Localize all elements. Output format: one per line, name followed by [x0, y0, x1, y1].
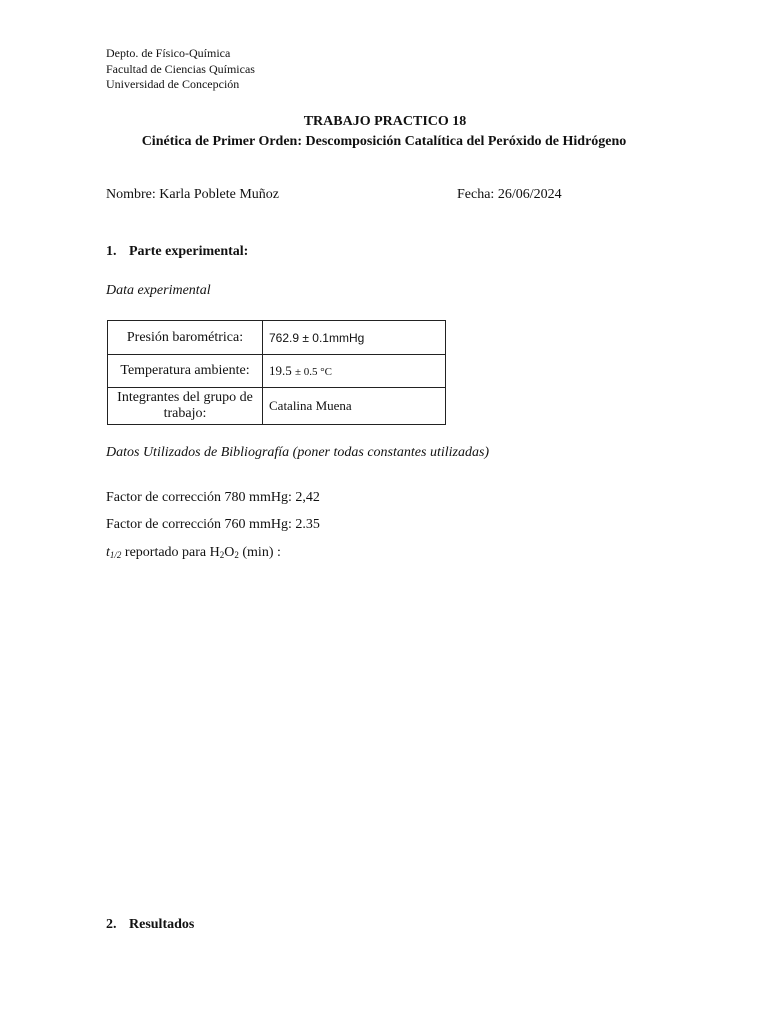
- half-life-text: reportado para H: [121, 545, 220, 560]
- section-heading-experimental: [106, 244, 248, 260]
- h2o2-subscript-h: 2: [219, 550, 225, 560]
- table-cell-label: Integrantes del grupo de trabajo:: [108, 388, 263, 425]
- experimental-data-table: [107, 320, 446, 425]
- header-line-university: Universidad de Concepción: [106, 77, 240, 91]
- data-experimental-subtitle: Data experimental: [106, 283, 211, 298]
- section-number: 2.: [106, 917, 117, 932]
- name-label: Nombre:: [106, 187, 156, 202]
- name-field: [106, 187, 279, 203]
- date-value: 26/06/2024: [497, 187, 562, 202]
- h2o2-subscript-o: 2: [234, 550, 239, 560]
- half-life-unit: (min) :: [238, 545, 281, 560]
- correction-factor-760: Factor de corrección 760 mmHg: 2.35: [106, 517, 320, 532]
- temperature-uncertainty: ± 0.5 °C: [295, 366, 333, 378]
- table-cell-value: 762.9 ± 0.1mmHg: [263, 321, 446, 355]
- title-line-subject: Cinética de Primer Orden: Descomposición Catalítica del Peróxido de Hidrógeno: [141, 134, 627, 149]
- half-life-subscript: 1/2: [109, 550, 122, 560]
- section-title: Parte experimental:: [129, 244, 249, 259]
- section-heading-results: [106, 917, 194, 933]
- table-row: [108, 355, 446, 388]
- name-value: Karla Poblete Muñoz: [159, 187, 280, 202]
- h2o2-oxygen: O: [224, 545, 235, 560]
- date-label: Fecha:: [457, 187, 495, 202]
- date-field: [457, 187, 562, 203]
- table-cell-label: Temperatura ambiente:: [108, 355, 263, 388]
- temperature-value: 19.5: [269, 363, 292, 378]
- half-life-symbol: t: [106, 545, 110, 560]
- section-number: 1.: [106, 244, 117, 259]
- section-title: Resultados: [129, 917, 195, 932]
- header-line-department: Depto. de Físico-Química: [106, 46, 231, 60]
- document-title: [0, 112, 768, 152]
- bibliography-heading: Datos Utilizados de Bibliografía (poner todas constantes utilizadas): [106, 445, 490, 460]
- title-line-practice: TRABAJO PRACTICO 18: [303, 114, 467, 129]
- header-line-faculty: Facultad de Ciencias Químicas: [106, 61, 255, 76]
- table-row: [108, 388, 446, 425]
- half-life-line: [106, 545, 281, 561]
- table-row: [108, 321, 446, 355]
- table-cell-label: Presión barométrica:: [108, 321, 263, 355]
- correction-factor-780: Factor de corrección 780 mmHg: 2,42: [106, 490, 320, 505]
- department-header: [106, 46, 255, 93]
- table-cell-value: Catalina Muena: [263, 388, 446, 425]
- table-cell-value: [263, 355, 446, 388]
